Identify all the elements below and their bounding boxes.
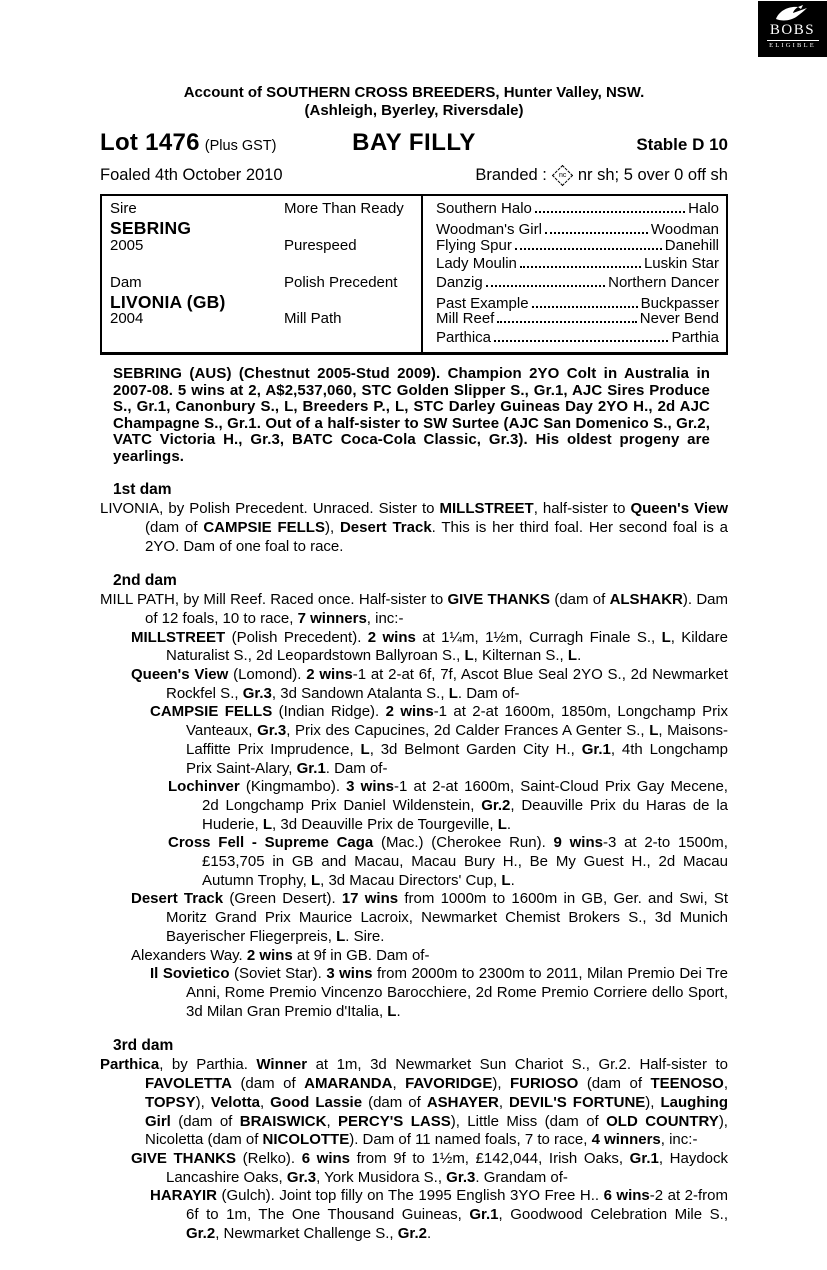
text: , half-sister to	[533, 500, 631, 518]
pedigree-entry	[100, 890, 728, 946]
text: -3 at 2-to 1500m, £153,705 in GB and Macau, Macau Bury H., Be My Guest H., 2d Macau Autumn Trophy,	[202, 834, 728, 889]
pedigree-rows	[102, 200, 726, 347]
text: , 3d Sandown Atalanta S.,	[271, 684, 449, 702]
text: (Kingmambo).	[239, 778, 347, 796]
bold-text: HARAYIR	[150, 1187, 217, 1205]
text: , inc:-	[366, 609, 404, 627]
text: , Haydock Lancashire Oaks,	[166, 1149, 728, 1186]
bold-text: GIVE THANKS	[447, 591, 551, 609]
bold-text: 9 wins	[553, 834, 603, 852]
section-heading: 1st dam	[113, 481, 172, 499]
gen4-ancestor: Parthia	[671, 328, 719, 346]
text: ),	[492, 1075, 510, 1093]
text: (dam of	[170, 1112, 240, 1130]
lot-block	[100, 129, 352, 157]
bold-text: CAMPSIE FELLS	[203, 518, 325, 536]
text: (dam of	[145, 518, 204, 536]
gen3-horse: Flying Spur	[436, 236, 512, 254]
dot-leader	[520, 266, 641, 268]
gen3-horse: Parthica	[436, 328, 492, 346]
bold-text: 6 wins	[301, 1149, 350, 1167]
text: .	[396, 1002, 401, 1020]
pedigree-entry	[100, 500, 728, 556]
stable-label: Stable D 10	[636, 135, 728, 154]
bold-text: Velotta	[210, 1093, 260, 1111]
bold-text: FAVOLETTA	[145, 1075, 232, 1093]
brand-mark-icon	[552, 164, 573, 185]
bold-text: 2 wins	[246, 946, 293, 964]
text: . This is her third foal. Her second foal is a 2YO. Dam of one foal to race.	[145, 518, 728, 555]
lot-number: Lot 1476	[100, 129, 200, 156]
bold-text: ASHAYER	[426, 1093, 499, 1111]
section-heading: 2nd dam	[113, 572, 177, 590]
dot-leader	[497, 321, 636, 323]
bold-text: Gr.2	[481, 796, 511, 814]
text: MILL PATH, by Mill Reef. Raced once. Half-sister to	[100, 591, 448, 609]
text: ), Nicoletta (dam of	[145, 1112, 728, 1149]
generation1-cell: Sire	[110, 200, 137, 217]
pedigree-entry	[100, 703, 728, 778]
pedigree-entry	[100, 965, 728, 1021]
bold-text: Gr.3	[446, 1168, 476, 1186]
bold-text: L	[336, 927, 346, 945]
text: , by Parthia.	[159, 1056, 257, 1074]
bold-text: Gr.3	[257, 722, 287, 740]
dot-leader	[486, 285, 605, 287]
foaled-row	[100, 164, 728, 186]
bold-text: L	[387, 1002, 397, 1020]
bold-text: Gr.3	[242, 684, 272, 702]
pedigree-entry	[100, 629, 728, 666]
sire-note: SEBRING (AUS) (Chestnut 2005-Stud 2009). Champion 2YO Colt in Australia in 2007-08. 5 wins at 2, A$2,537,060, STC Golden Slipper S., Gr.1, AJC Sires Produce S., Gr.1, Canonbury S., L, Breeders P., L, STC Darley Guineas Day 2YO H., 2d AJC Champagne S., Gr.1. Out of a half-sister to SW Surtee (AJC San Domenico S., Gr.2, VATC Victoria H., Gr.3, BATC Coca-Cola Classic, Gr.3). His oldest progeny are yearlings.	[113, 365, 710, 465]
brand-mark-letters: nc	[558, 171, 567, 179]
dam-section	[100, 481, 728, 556]
bold-text: ALSHAKR	[609, 591, 683, 609]
bold-text: TOPSY	[145, 1093, 196, 1111]
bold-text: 2 wins	[385, 703, 434, 721]
bold-text: MILLSTREET	[131, 628, 226, 646]
text: from 1000m to 1600m in GB, Ger. and Swi, St Moritz Grand Prix Maurice Lacroix, Newmarket Chemist Brokers S., 3d Munich Bayerischer Fliegerpreis,	[166, 890, 729, 945]
bold-text: L	[661, 628, 671, 646]
dam-sections	[100, 481, 728, 1243]
text: ,	[498, 1093, 510, 1111]
bold-text: 3 wins	[346, 778, 394, 796]
pedigree-row	[102, 292, 726, 310]
bold-text: Gr.2	[186, 1224, 216, 1242]
text: (Mac.) (Cherokee Run).	[373, 834, 554, 852]
generation3-cell	[419, 200, 726, 217]
bold-text: Cross Fell - Supreme Caga	[168, 834, 374, 852]
branded-block	[475, 164, 728, 186]
text: . Sire.	[345, 927, 385, 945]
text: -2 at 2-from 6f to 1m, The One Thousand Guineas,	[186, 1187, 728, 1224]
text: , Kilternan S.,	[473, 647, 568, 665]
pedigree-row	[102, 218, 726, 239]
text: .	[426, 1224, 432, 1242]
logo-subtitle: ELIGIBLE	[769, 42, 816, 49]
bold-text: L	[649, 722, 659, 740]
text: LIVONIA, by Polish Precedent. Unraced. Sister to	[100, 500, 440, 518]
bold-text: FURIOSO	[509, 1075, 579, 1093]
pedigree-row	[102, 310, 726, 328]
header	[100, 84, 728, 186]
text: , Prix des Capucines, 2d Calder Frances A Genter S.,	[286, 722, 650, 740]
text: , Goodwood Celebration Mile S.,	[498, 1206, 728, 1224]
gen3-horse: Mill Reef	[436, 310, 495, 328]
bold-text: L	[497, 815, 507, 833]
text: , 3d Macau Directors' Cup,	[320, 871, 502, 889]
sex-title: BAY FILLY	[352, 129, 476, 156]
bold-text: 3 wins	[326, 965, 373, 983]
text: at 1m, 3d Newmarket Sun Chariot S., Gr.2. Half-sister to	[307, 1056, 728, 1074]
generation2-cell: Purespeed	[284, 236, 357, 254]
text: , Kildare Naturalist S., 2d Leopardstown Ballyroan S.,	[166, 628, 728, 665]
gen4-ancestor: Woodman	[650, 221, 719, 239]
bold-text: 2 wins	[367, 628, 416, 646]
text: . Dam of-	[325, 759, 388, 777]
gen3-horse: Past Example	[436, 294, 529, 312]
section-heading: 3rd dam	[113, 1037, 174, 1055]
bold-text: Gr.1	[629, 1149, 659, 1167]
bold-text: Queen's View	[630, 500, 728, 518]
logo-word: BOBS	[769, 22, 816, 38]
pedigree-entry	[100, 778, 728, 834]
generation3-cell	[419, 237, 726, 254]
generation3-cell	[419, 255, 726, 272]
text: ,	[392, 1075, 406, 1093]
text: ), Little Miss (dam of	[450, 1112, 607, 1130]
text: (Soviet Star).	[229, 965, 327, 983]
gen4-ancestor: Northern Dancer	[608, 273, 719, 291]
bold-text: L	[448, 684, 458, 702]
text: ,	[259, 1093, 271, 1111]
bold-text: L	[360, 740, 370, 758]
foaled-date: Foaled 4th October 2010	[100, 166, 283, 184]
gst-note: (Plus GST)	[204, 138, 277, 154]
text: (Lomond).	[228, 666, 307, 684]
dot-leader	[545, 232, 648, 234]
gen4-ancestor: Luskin Star	[643, 255, 719, 273]
gen4-ancestor: Halo	[688, 200, 719, 217]
text: -1 at 2-at 1600m, 1850m, Longchamp Prix Vanteaux,	[186, 703, 728, 740]
text: , Maisons-Laffitte Prix Imprudence,	[186, 722, 729, 758]
bold-text: L	[567, 647, 578, 665]
text: (dam of	[231, 1075, 305, 1093]
pedigree-entry	[100, 1150, 728, 1187]
text: , inc:-	[660, 1131, 698, 1149]
generation2-cell: Polish Precedent	[284, 273, 398, 291]
generation3-cell	[419, 274, 726, 291]
text: at 1¼m, 1½m, Curragh Finale S.,	[415, 628, 662, 646]
branded-label: Branded :	[475, 166, 547, 184]
bold-text: MILLSTREET	[439, 500, 534, 518]
bold-text: 6 wins	[603, 1187, 650, 1205]
bold-text: Parthica	[100, 1056, 160, 1074]
text: Alexanders Way.	[131, 946, 247, 964]
account-subline: (Ashleigh, Byerley, Riversdale)	[304, 102, 524, 119]
text: . Grandam of-	[475, 1168, 568, 1186]
horse-head-icon	[774, 4, 812, 22]
bold-text: Il Sovietico	[150, 965, 230, 983]
generation1-cell: 2004	[110, 310, 144, 328]
generation1-cell: LIVONIA (GB)	[110, 291, 226, 312]
text: , 4th Longchamp Prix Saint-Alary,	[186, 740, 728, 777]
pedigree-row	[102, 255, 726, 273]
text: , 3d Deauville Prix de Tourgeville,	[272, 815, 498, 833]
bold-text: 7 winners	[297, 609, 367, 627]
bold-text: Gr.1	[296, 759, 326, 777]
bold-text: DEVIL'S FORTUNE	[509, 1093, 646, 1111]
gen4-ancestor: Never Bend	[639, 310, 719, 328]
bold-text: PERCY'S LASS	[338, 1112, 451, 1130]
bold-text: GIVE THANKS	[131, 1149, 236, 1167]
bold-text: Lochinver	[168, 778, 240, 796]
bold-text: L	[310, 871, 321, 889]
dot-leader	[494, 340, 668, 342]
dot-leader	[515, 248, 662, 250]
text: (Polish Precedent).	[225, 628, 368, 646]
bold-text: CAMPSIE FELLS	[150, 703, 273, 721]
text: , Newmarket Challenge S.,	[215, 1224, 398, 1242]
pedigree-table-divider	[421, 196, 423, 352]
text: .	[577, 647, 582, 665]
pedigree-entry	[100, 666, 728, 703]
text: ,	[326, 1112, 339, 1130]
generation1-cell: 2005	[110, 236, 144, 254]
bold-text: Queen's View	[131, 666, 229, 684]
bold-text: Desert Track	[131, 890, 224, 908]
text: , 3d Belmont Garden City H.,	[369, 740, 582, 758]
bold-text: Gr.3	[286, 1168, 317, 1186]
logo-rule	[767, 40, 819, 41]
pedigree-entry	[100, 834, 728, 890]
text: ). Dam of 11 named foals, 7 to race,	[349, 1131, 592, 1149]
text: (dam of	[362, 1093, 427, 1111]
bold-text: 2 wins	[306, 666, 353, 684]
text: (Indian Ridge).	[272, 703, 386, 721]
pedigree-row	[102, 200, 726, 218]
generation3-cell	[419, 329, 726, 346]
text: (Relko).	[235, 1149, 302, 1167]
generation1-cell: SEBRING	[110, 218, 192, 239]
bold-text: Good Lassie	[270, 1093, 363, 1111]
text: .	[506, 815, 512, 833]
pedigree-entry	[100, 947, 728, 966]
gen4-ancestor: Buckpasser	[640, 294, 719, 312]
text: (dam of	[578, 1075, 651, 1093]
bold-text: Desert Track	[339, 518, 432, 536]
bold-text: L	[501, 871, 511, 889]
dot-leader	[532, 306, 638, 308]
bold-text: 17 wins	[341, 890, 399, 908]
text: -1 at 2-at 6f, 7f, Ascot Blue Seal 2YO S., 2d Newmarket Rockfel S.,	[166, 666, 728, 702]
bold-text: Gr.1	[469, 1206, 499, 1224]
pedigree-entry	[100, 591, 728, 628]
pedigree-row	[102, 274, 726, 292]
text: (Green Desert).	[223, 890, 342, 908]
bold-text: L	[464, 647, 474, 665]
lot-row	[100, 129, 728, 157]
text: , York Musidora S.,	[316, 1168, 447, 1186]
bold-text: OLD COUNTRY	[606, 1112, 719, 1130]
bold-text: FAVORIDGE	[405, 1075, 493, 1093]
text: ). Dam of 12 foals, 10 to race,	[145, 591, 729, 627]
pedigree-entry	[100, 1187, 728, 1243]
text: ),	[324, 518, 340, 536]
text: from 2000m to 2300m to 2011, Milan Premio Dei Tre Anni, Rome Premio Vincenzo Barocchiere, 2d Rome Premio Corriere dello Sport, 3d Milan Gran Premio d'Italia,	[186, 965, 728, 1020]
gen3-horse: Woodman's Girl	[436, 221, 542, 239]
pedigree-entry	[100, 1056, 728, 1150]
text: (dam of	[550, 591, 610, 609]
gen3-horse: Southern Halo	[436, 200, 532, 217]
gen3-horse: Danzig	[436, 273, 483, 291]
dam-section	[100, 572, 728, 1021]
generation3-cell	[419, 310, 726, 327]
dot-leader	[535, 211, 685, 213]
pedigree-table	[100, 194, 728, 355]
bold-text: AMARANDA	[304, 1075, 393, 1093]
bold-text: 4 winners	[591, 1131, 661, 1149]
gen4-ancestor: Danehill	[664, 236, 719, 254]
bold-text: Gr.1	[581, 740, 611, 758]
text: -1 at 2-at 1600m, Saint-Cloud Prix Gay Mecene, 2d Longchamp Prix Daniel Wildenstein,	[202, 778, 728, 814]
bold-text: Laughing Girl	[145, 1093, 728, 1130]
text: ),	[195, 1093, 211, 1111]
generation1-cell: Dam	[110, 273, 142, 291]
text: ,	[723, 1075, 729, 1093]
gen3-horse: Lady Moulin	[436, 255, 517, 273]
bold-text: Gr.2	[397, 1224, 427, 1242]
branded-text: nr sh; 5 over 0 off sh	[577, 166, 728, 184]
text: from 9f to 1½m, £142,044, Irish Oaks,	[350, 1149, 630, 1167]
generation2-cell: More Than Ready	[284, 200, 404, 217]
text: , Deauville Prix du Haras de la Huderie,	[202, 796, 728, 833]
pedigree-row	[102, 237, 726, 255]
bold-text: TEENOSO	[650, 1075, 724, 1093]
account-line: Account of SOUTHERN CROSS BREEDERS, Hunter Valley, NSW.	[183, 84, 645, 101]
bold-text: BRAISWICK	[239, 1112, 327, 1130]
bold-text: NICOLOTTE	[262, 1131, 350, 1149]
dam-section	[100, 1037, 728, 1243]
text: . Dam of-	[457, 684, 520, 702]
text: (Gulch). Joint top filly on The 1995 English 3YO Free H..	[216, 1187, 604, 1205]
text: at 9f in GB. Dam of-	[292, 946, 430, 964]
text: ),	[645, 1093, 661, 1111]
text: .	[510, 871, 515, 889]
pedigree-row	[102, 329, 726, 347]
bold-text: L	[262, 815, 273, 833]
generation2-cell: Mill Path	[284, 310, 342, 328]
bold-text: Winner	[256, 1056, 308, 1074]
bobs-eligible-logo	[758, 1, 827, 57]
